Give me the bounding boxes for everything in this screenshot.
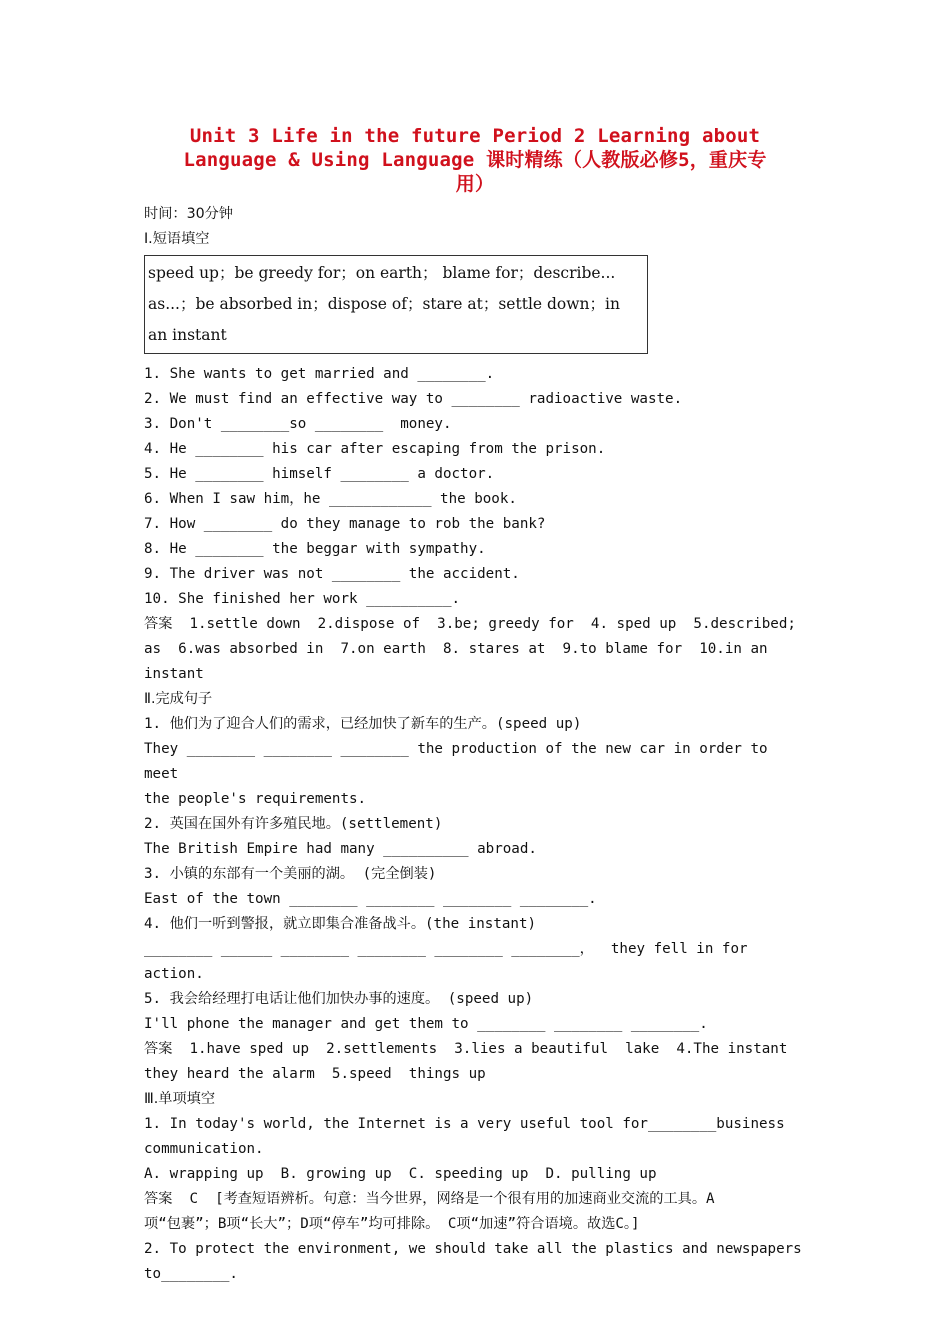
title-line-2: Language & Using Language 课时精练（人教版必修5，重庆专 bbox=[183, 149, 767, 171]
sentence-line: 3. 小镇的东部有一个美丽的湖。 (完全倒装) bbox=[144, 866, 437, 882]
question-line: to________. bbox=[144, 1266, 238, 1282]
section-1-heading: Ⅰ.短语填空 bbox=[144, 231, 210, 247]
sentence-line: East of the town ________ ________ ________ ________. bbox=[144, 891, 597, 907]
sentence-line: ________ ______ ________ ________ ________ ________， they fell in for action. bbox=[144, 941, 757, 982]
section-2-items bbox=[144, 712, 806, 1037]
section-3-items bbox=[144, 1112, 806, 1287]
exercise-item: 4. He ________ his car after escaping from the prison. bbox=[144, 441, 606, 457]
sentence-line: the people's requirements. bbox=[144, 791, 367, 807]
exercise-item: 2. We must find an effective way to ________ radioactive waste. bbox=[144, 391, 683, 407]
time-limit: 时间：30分钟 bbox=[144, 206, 233, 222]
sentence-line: 5. 我会给经理打电话让他们加快办事的速度。 (speed up) bbox=[144, 991, 534, 1007]
section-1-items bbox=[144, 362, 806, 612]
section-2-heading: Ⅱ.完成句子 bbox=[144, 691, 213, 707]
title-line-1: Unit 3 Life in the future Period 2 Learning about bbox=[189, 125, 761, 147]
exercise-item: 6. When I saw him，he ____________ the book. bbox=[144, 491, 517, 507]
exercise-item: 10. She finished her work __________. bbox=[144, 591, 461, 607]
question-line: 2. To protect the environment, we should take all the plastics and newspapers bbox=[144, 1241, 802, 1257]
exercise-item: 3. Don't ________so ________ money. bbox=[144, 416, 452, 432]
sentence-line: The British Empire had many __________ abroad. bbox=[144, 841, 537, 857]
sentence-line: 2. 英国在国外有许多殖民地。(settlement) bbox=[144, 816, 443, 832]
question-line: 项“包裹”；B项“长大”；D项“停车”均可排除。 C项“加速”符合语境。故选C。] bbox=[144, 1216, 640, 1232]
exercise-item: 9. The driver was not ________ the accident. bbox=[144, 566, 520, 582]
sentence-line: 1. 他们为了迎合人们的需求，已经加快了新车的生产。(speed up) bbox=[144, 716, 582, 732]
document-title bbox=[144, 124, 806, 196]
phrase-box: speed up；be greedy for；on earth； blame for；describe... as...；be absorbed in；dispose of；stare at；settle down；in an instant bbox=[144, 255, 648, 354]
sentence-line: I'll phone the manager and get them to ________ ________ ________. bbox=[144, 1016, 708, 1032]
question-line: A. wrapping up B. growing up C. speeding up D. pulling up bbox=[144, 1166, 657, 1182]
section-2-answer-line-2: they heard the alarm 5.speed things up bbox=[144, 1066, 486, 1082]
question-line: communication. bbox=[144, 1141, 264, 1157]
title-line-3: 用） bbox=[455, 173, 495, 195]
question-line: 1. In today's world, the Internet is a very useful tool for________business bbox=[144, 1116, 785, 1132]
sentence-line: They ________ ________ ________ the production of the new car in order to meet bbox=[144, 741, 777, 782]
section-3-heading: Ⅲ.单项填空 bbox=[144, 1091, 216, 1107]
section-1-answer-line-3: instant bbox=[144, 666, 204, 682]
document-page bbox=[144, 124, 806, 1287]
question-line: 答案 C [考查短语辨析。句意：当今世界，网络是一个很有用的加速商业交流的工具。A bbox=[144, 1191, 715, 1207]
section-2-answer-line-1: 答案 1.have sped up 2.settlements 3.lies a beautiful lake 4.The instant bbox=[144, 1041, 788, 1057]
exercise-item: 1. She wants to get married and ________. bbox=[144, 366, 495, 382]
exercise-item: 7. How ________ do they manage to rob the bank? bbox=[144, 516, 546, 532]
exercise-item: 8. He ________ the beggar with sympathy. bbox=[144, 541, 486, 557]
sentence-line: 4. 他们一听到警报，就立即集合准备战斗。(the instant) bbox=[144, 916, 537, 932]
exercise-item: 5. He ________ himself ________ a doctor. bbox=[144, 466, 495, 482]
section-1-answer-line-1: 答案 1.settle down 2.dispose of 3.be; greedy for 4. sped up 5.described; bbox=[144, 616, 796, 632]
section-1-answer-line-2: as 6.was absorbed in 7.on earth 8. stares at 9.to blame for 10.in an bbox=[144, 641, 768, 657]
